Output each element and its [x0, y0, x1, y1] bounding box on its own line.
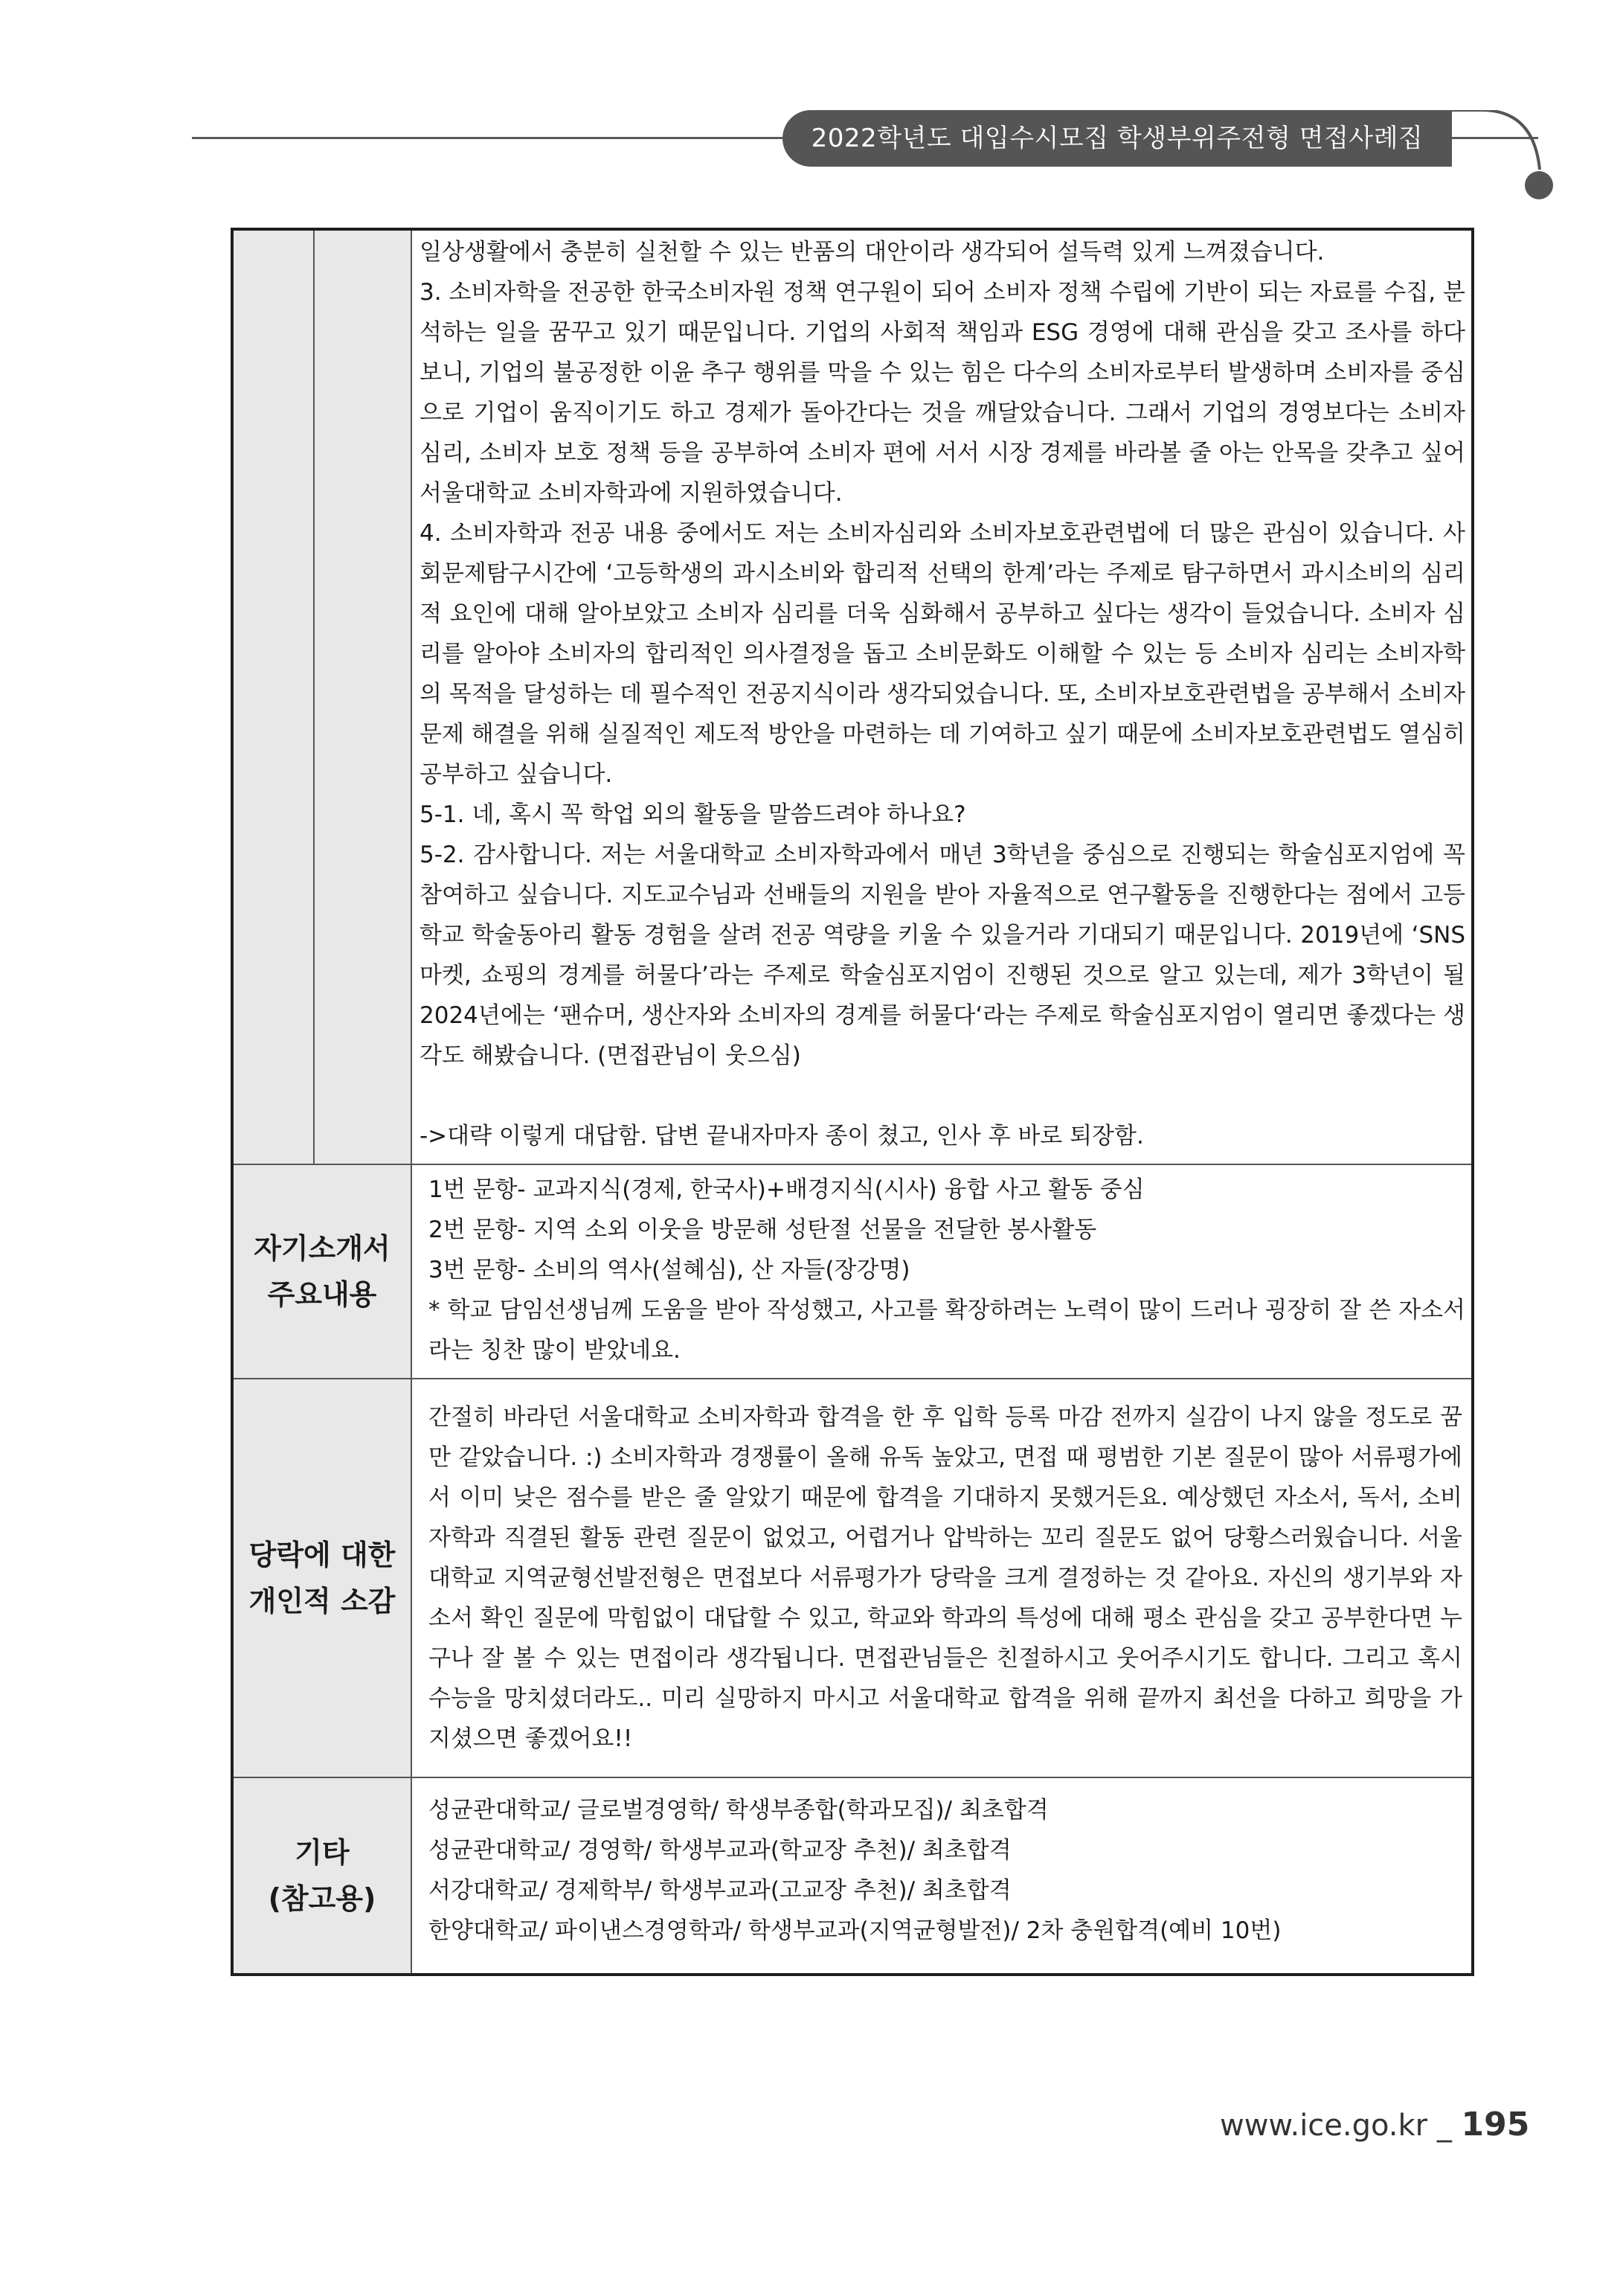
page-footer — [1220, 2106, 1529, 2143]
header-dot-decoration — [1525, 171, 1553, 199]
other-line: 성균관대학교/ 경영학/ 학생부교과(학교장 추천)/ 최초합격 — [428, 1837, 1012, 1864]
other-row — [234, 1778, 1471, 1973]
page-number: 195 — [1461, 2106, 1530, 2143]
self-intro-content — [412, 1165, 1471, 1378]
answer-paragraph: 일상생활에서 충분히 실천할 수 있는 반품의 대안이라 생각되어 설득력 있게 느껴졌습니다. — [420, 239, 1325, 266]
impression-text: 간절히 바라던 서울대학교 소비자학과 합격을 한 후 입학 등록 마감 전까지 실감이 나지 않을 정도로 꿈만 같았습니다. :) 소비자학과 경쟁률이 올해 유독 높았고, 면접 때 평범한 기본 질문이 많아 서류평가에서 이미 낮은 점수를 받은 줄 알았기 때문에 합격을 기대하지 못했거든요. 예상했던 자소서, 독서, 소비자학과 직결된 활동 관련 질문이 없었고, 어렵거나 압박하는 꼬리 질문도 없어 당황스러웠습니다. 서울대학교 지역균형선발전형은 면접보다 서류평가가 당락을 크게 결정하는 것 같아요. 자신의 생기부와 자소서 확인 질문에 막힘없이 대답할 수 있고, 학교와 학과의 특성에 대해 평소 관심을 갖고 공부한다면 누구나 잘 볼 수 있는 면접이라 생각됩니다. 면접관님들은 친절하시고 웃어주시기도 합니다. 그리고 혹시 수능을 망치셨더라도.. 미리 실망하지 마시고 서울대학교 합격을 위해 끝까지 최선을 다하고 희망을 가지셨으면 좋겠어요!! — [428, 1404, 1462, 1752]
self-intro-row — [234, 1165, 1471, 1379]
interview-table — [231, 228, 1474, 1976]
answer-paragraph: 5-2. 감사합니다. 저는 서울대학교 소비자학과에서 매년 3학년을 중심으로 진행되는 학술심포지엄에 꼭 참여하고 싶습니다. 지도교수님과 선배들의 지원을 받아 자율적으로 연구활동을 진행한다는 점에서 고등학교 학술동아리 활동 경험을 살려 전공 역량을 키울 수 있을거라 기대되기 때문입니다. 2019년에 ‘SNS 마켓, 쇼핑의 경계를 허물다’라는 주제로 학술심포지엄이 진행된 것으로 알고 있는데, 제가 3학년이 될 2024년에는 ‘팬슈머, 생산자와 소비자의 경계를 허물다‘라는 주제로 학술심포지엄이 열리면 좋겠다는 생각도 해봤습니다. (면접관님이 웃으심) — [420, 841, 1465, 1069]
answer-paragraph: 4. 소비자학과 전공 내용 중에서도 저는 소비자심리와 소비자보호관련법에 더 많은 관심이 있습니다. 사회문제탐구시간에 ‘고등학생의 과시소비와 합리적 선택의 한계’라는 주제로 탐구하면서 과시소비의 심리적 요인에 대해 알아보았고 소비자 심리를 더욱 심화해서 공부하고 싶다는 생각이 들었습니다. 소비자 심리를 알아야 소비자의 합리적인 의사결정을 돕고 소비문화도 이해할 수 있는 등 소비자 심리는 소비자학의 목적을 달성하는 데 필수적인 전공지식이라 생각되었습니다. 또, 소비자보호관련법을 공부해서 소비자 문제 해결을 위해 실질적인 제도적 방안을 마련하는 데 기여하고 싶기 때문에 소비자보호관련법도 열심히 공부하고 싶습니다. — [420, 520, 1465, 788]
self-intro-label: 자기소개서 주요내용 — [254, 1232, 391, 1311]
header-title: 2022학년도 대입수시모집 학생부위주전형 면접사례집 — [782, 110, 1452, 167]
self-intro-line: 1번 문항- 교과지식(경제, 한국사)+배경지식(시사) 융합 사고 활동 중심 — [428, 1176, 1145, 1203]
answer-paragraph: 5-1. 네, 혹시 꼭 학업 외의 활동을 말씀드려야 하나요? — [420, 801, 966, 828]
answers-label-sub1 — [234, 231, 315, 1164]
answers-row — [234, 231, 1471, 1165]
other-line: 서강대학교/ 경제학부/ 학생부교과(고교장 추천)/ 최초합격 — [428, 1877, 1012, 1904]
self-intro-line: 3번 문항- 소비의 역사(설혜심), 산 자들(장강명) — [428, 1257, 910, 1283]
other-line: 성균관대학교/ 글로벌경영학/ 학생부종합(학과모집)/ 최초합격 — [428, 1797, 1049, 1824]
self-intro-label-cell — [234, 1165, 412, 1378]
answers-label-sub2 — [315, 231, 411, 1164]
other-label-cell — [234, 1778, 412, 1973]
blank-line — [420, 1076, 1465, 1116]
self-intro-line: 2번 문항- 지역 소외 이웃을 방문해 성탄절 선물을 전달한 봉사활동 — [428, 1216, 1097, 1243]
footer-url: www.ice.go.kr _ — [1220, 2109, 1452, 2143]
other-line: 한양대학교/ 파이낸스경영학과/ 학생부교과(지역균형발전)/ 2차 충원합격(예비 10번) — [428, 1917, 1282, 1944]
other-label: 기타 (참고용) — [268, 1836, 376, 1915]
self-intro-note: * 학교 담임선생님께 도움을 받아 작성했고, 사고를 확장하려는 노력이 많이 드러나 굉장히 잘 쓴 자소서라는 칭찬 많이 받았네요. — [428, 1297, 1465, 1364]
impression-label: 당락에 대한 개인적 소감 — [248, 1539, 396, 1617]
other-content — [412, 1778, 1471, 1973]
answers-content — [412, 231, 1471, 1164]
impression-row — [234, 1379, 1471, 1778]
answer-closing: ->대략 이렇게 대답함. 답변 끝내자마자 종이 쳤고, 인사 후 바로 퇴장함. — [420, 1123, 1144, 1149]
impression-content — [412, 1379, 1471, 1777]
impression-label-cell — [234, 1379, 412, 1777]
answers-label-cell — [234, 231, 412, 1164]
answer-paragraph: 3. 소비자학을 전공한 한국소비자원 정책 연구원이 되어 소비자 정책 수립에 기반이 되는 자료를 수집, 분석하는 일을 꿈꾸고 있기 때문입니다. 기업의 사회적 책임과 ESG 경영에 대해 관심을 갖고 조사를 하다 보니, 기업의 불공정한 이윤 추구 행위를 막을 수 있는 힘은 다수의 소비자로부터 발생하며 소비자를 중심으로 기업이 움직이기도 하고 경제가 돌아간다는 것을 깨달았습니다. 그래서 기업의 경영보다는 소비자 심리, 소비자 보호 정책 등을 공부하여 소비자 편에 서서 시장 경제를 바라볼 줄 아는 안목을 갖추고 싶어 서울대학교 소비자학과에 지원하였습니다. — [420, 279, 1465, 507]
